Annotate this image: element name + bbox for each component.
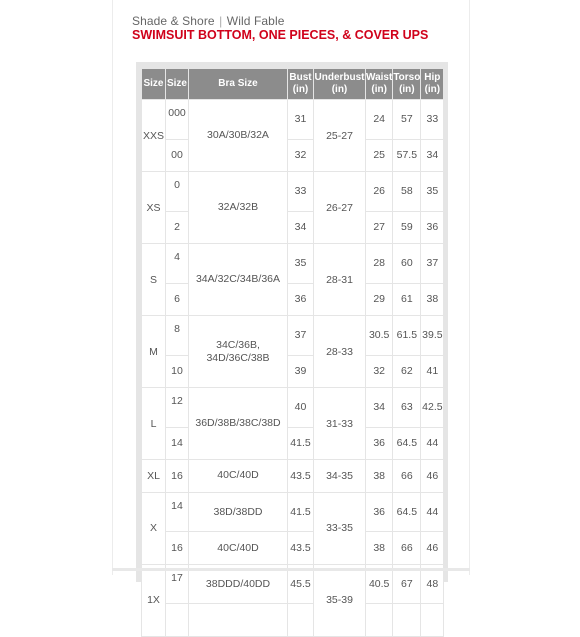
torso-cell: 67 [393, 565, 420, 604]
table-body [142, 100, 443, 636]
bra-size-cell: 40C/40D [189, 532, 287, 564]
bust-cell: 33 [288, 172, 313, 211]
header-underbust: Underbust (in) [314, 69, 365, 99]
waist-cell: 32 [366, 356, 392, 388]
header-size-number: Size [166, 69, 188, 99]
header-waist: Waist (in) [366, 69, 392, 99]
size-chart-table [141, 68, 444, 637]
table-row [142, 493, 443, 532]
underbust-cell: 28-33 [314, 316, 365, 387]
hip-cell: 42.5 [421, 388, 443, 427]
size-number-cell: 000 [166, 100, 188, 139]
size-cell: M [142, 316, 165, 387]
torso-cell: 66 [393, 532, 420, 564]
table-row [142, 172, 443, 211]
torso-cell: 62 [393, 356, 420, 388]
hip-cell: 39.5 [421, 316, 443, 355]
size-number-cell: 4 [166, 244, 188, 283]
bra-size-cell: 30A/30B/32A [189, 100, 287, 171]
table-row [142, 604, 443, 636]
bra-size-cell: 38DDD/40DD [189, 565, 287, 604]
bust-cell: 32 [288, 140, 313, 172]
size-cell: XL [142, 460, 165, 492]
torso-cell: 59 [393, 212, 420, 244]
size-cell: L [142, 388, 165, 459]
hip-cell: 35 [421, 172, 443, 211]
size-number-cell: 6 [166, 284, 188, 316]
size-cell: X [142, 493, 165, 564]
table-row [142, 100, 443, 139]
torso-cell: 61.5 [393, 316, 420, 355]
table-row [142, 532, 443, 564]
hip-cell: 46 [421, 532, 443, 564]
torso-cell: 57.5 [393, 140, 420, 172]
waist-cell: 40.5 [366, 565, 392, 604]
table-row [142, 316, 443, 355]
size-number-cell: 0 [166, 172, 188, 211]
waist-cell: 24 [366, 100, 392, 139]
waist-cell: 29 [366, 284, 392, 316]
bust-cell: 35 [288, 244, 313, 283]
table-row [142, 284, 443, 316]
header-torso: Torso (in) [393, 69, 420, 99]
bust-cell: 36 [288, 284, 313, 316]
bust-cell: 43.5 [288, 460, 313, 492]
hip-cell: 34 [421, 140, 443, 172]
waist-cell: 36 [366, 493, 392, 532]
underbust-cell: 25-27 [314, 100, 365, 171]
table-row [142, 388, 443, 427]
bust-cell: 45.5 [288, 565, 313, 604]
brand-separator: | [219, 14, 223, 28]
hip-cell: 37 [421, 244, 443, 283]
waist-cell [366, 604, 392, 636]
underbust-cell: 31-33 [314, 388, 365, 459]
bra-size-cell: 34A/32C/34B/36A [189, 244, 287, 315]
header-bust: Bust (in) [288, 69, 313, 99]
size-cell: 1X [142, 565, 165, 636]
waist-cell: 36 [366, 428, 392, 460]
torso-cell: 64.5 [393, 493, 420, 532]
torso-cell [393, 604, 420, 636]
size-number-cell: 2 [166, 212, 188, 244]
table-row [142, 356, 443, 388]
header-size: Size [142, 69, 165, 99]
size-number-cell: 14 [166, 493, 188, 532]
hip-cell: 44 [421, 493, 443, 532]
bust-cell: 39 [288, 356, 313, 388]
torso-cell: 66 [393, 460, 420, 492]
bra-size-cell: 38D/38DD [189, 493, 287, 532]
size-number-cell [166, 604, 188, 636]
bust-cell: 41.5 [288, 428, 313, 460]
bust-cell: 34 [288, 212, 313, 244]
table-header [142, 69, 443, 99]
page-bottom-border [112, 568, 470, 571]
bust-cell [288, 604, 313, 636]
size-number-cell: 10 [166, 356, 188, 388]
torso-cell: 58 [393, 172, 420, 211]
torso-cell: 64.5 [393, 428, 420, 460]
bra-size-cell: 34C/36B, 34D/36C/38B [189, 316, 287, 387]
table-row [142, 460, 443, 492]
torso-cell: 63 [393, 388, 420, 427]
bra-size-cell: 36D/38B/38C/38D [189, 388, 287, 459]
waist-cell: 30.5 [366, 316, 392, 355]
waist-cell: 38 [366, 460, 392, 492]
brand-store: Shade & Shore [132, 14, 215, 28]
size-number-cell: 8 [166, 316, 188, 355]
bust-cell: 43.5 [288, 532, 313, 564]
size-cell: XXS [142, 100, 165, 171]
underbust-cell: 33-35 [314, 493, 365, 564]
waist-cell: 25 [366, 140, 392, 172]
underbust-cell: 26-27 [314, 172, 365, 243]
size-number-cell: 17 [166, 565, 188, 604]
size-number-cell: 16 [166, 460, 188, 492]
header-bra-size: Bra Size [189, 69, 287, 99]
page-left-border [112, 0, 113, 575]
hip-cell: 46 [421, 460, 443, 492]
bra-size-cell: 40C/40D [189, 460, 287, 492]
size-cell: XS [142, 172, 165, 243]
hip-cell: 41 [421, 356, 443, 388]
hip-cell: 44 [421, 428, 443, 460]
torso-cell: 61 [393, 284, 420, 316]
bust-cell: 41.5 [288, 493, 313, 532]
size-number-cell: 00 [166, 140, 188, 172]
brand-line-name: Wild Fable [226, 14, 285, 28]
waist-cell: 28 [366, 244, 392, 283]
size-number-cell: 14 [166, 428, 188, 460]
bust-cell: 40 [288, 388, 313, 427]
bra-size-cell [189, 604, 287, 636]
table-row [142, 244, 443, 283]
bra-size-cell: 32A/32B [189, 172, 287, 243]
underbust-cell: 35-39 [314, 565, 365, 636]
page-right-border [469, 0, 470, 575]
waist-cell: 38 [366, 532, 392, 564]
bust-cell: 31 [288, 100, 313, 139]
torso-cell: 57 [393, 100, 420, 139]
waist-cell: 27 [366, 212, 392, 244]
table-row [142, 140, 443, 172]
underbust-cell: 28-31 [314, 244, 365, 315]
waist-cell: 26 [366, 172, 392, 211]
hip-cell: 48 [421, 565, 443, 604]
table-row [142, 428, 443, 460]
waist-cell: 34 [366, 388, 392, 427]
hip-cell [421, 604, 443, 636]
header-hip: Hip (in) [421, 69, 443, 99]
hip-cell: 33 [421, 100, 443, 139]
size-number-cell: 12 [166, 388, 188, 427]
torso-cell: 60 [393, 244, 420, 283]
brand-line [132, 14, 284, 28]
header-row [142, 69, 443, 99]
size-number-cell: 16 [166, 532, 188, 564]
table-row [142, 212, 443, 244]
bust-cell: 37 [288, 316, 313, 355]
hip-cell: 36 [421, 212, 443, 244]
page-title: SWIMSUIT BOTTOM, ONE PIECES, & COVER UPS [132, 28, 429, 42]
size-cell: S [142, 244, 165, 315]
underbust-cell: 34-35 [314, 460, 365, 492]
hip-cell: 38 [421, 284, 443, 316]
